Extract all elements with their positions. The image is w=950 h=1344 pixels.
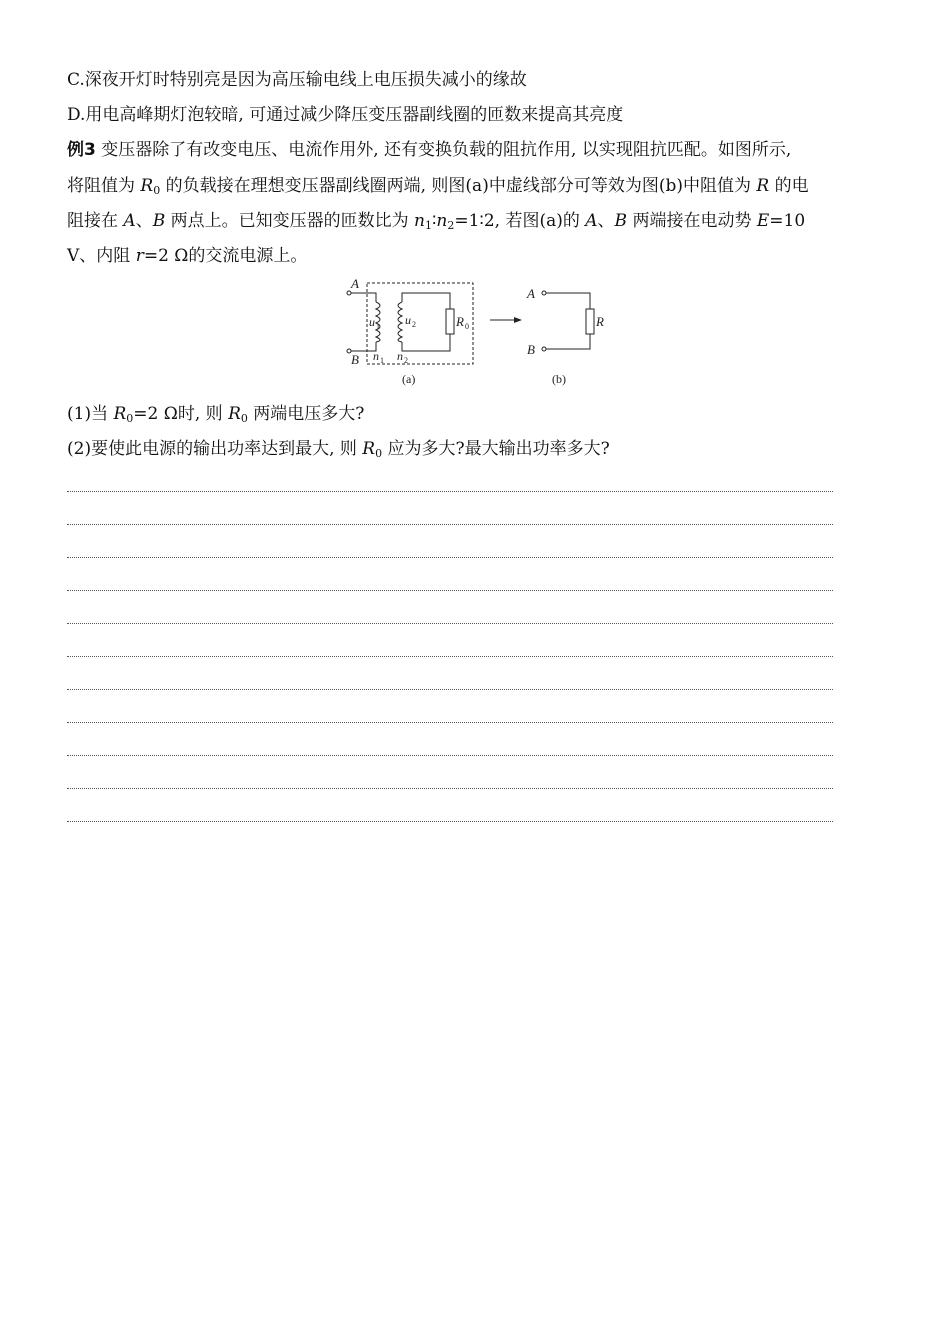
label-b: B — [351, 352, 359, 367]
secondary-lead-top — [402, 293, 450, 309]
subscript: 0 — [153, 184, 161, 197]
resistor-r — [586, 309, 594, 334]
resistor-r0 — [446, 309, 454, 334]
answer-line[interactable] — [67, 689, 833, 690]
text-segment: (1)当 — [67, 404, 114, 424]
label-r0-sub: 0 — [465, 322, 469, 331]
label-n-sub: 1 — [380, 356, 384, 365]
answer-line[interactable] — [67, 788, 833, 789]
circuit-b — [542, 291, 594, 351]
answer-line[interactable] — [67, 656, 833, 657]
lead-bottom — [546, 334, 590, 349]
example-line-2 — [67, 174, 809, 198]
subscript: 0 — [240, 412, 248, 425]
answer-line[interactable] — [67, 491, 833, 492]
subscript: 2 — [447, 219, 455, 232]
symbol-n2: n — [436, 211, 448, 231]
symbol-r-internal: r — [135, 246, 144, 266]
text-segment: =2 Ω时, 则 — [133, 404, 229, 424]
terminal-a — [542, 291, 546, 295]
symbol-r0: R — [362, 439, 376, 459]
text-segment: 应为多大?最大输出功率多大? — [382, 439, 610, 459]
example-line-4 — [67, 244, 307, 268]
subscript: 0 — [126, 412, 134, 425]
option-c: C.深夜开灯时特别亮是因为高压输电线上电压损失减小的缘故 — [67, 70, 527, 90]
label-b: B — [527, 342, 535, 357]
text-segment: 两点上。已知变压器的匝数比为 — [165, 211, 414, 231]
terminal-b — [542, 347, 546, 351]
label-r0: R — [456, 314, 464, 329]
text-segment: =2 Ω的交流电源上。 — [143, 246, 308, 266]
caption-b: (b) — [552, 372, 566, 386]
arrow-icon — [490, 317, 522, 323]
symbol-b: B — [152, 211, 166, 231]
terminal-a — [347, 291, 351, 295]
label-n: n — [397, 349, 403, 363]
symbol-n1: n — [414, 211, 425, 231]
caption-a: (a) — [402, 372, 416, 386]
circuit-figure — [340, 276, 620, 394]
answer-line[interactable] — [67, 623, 833, 624]
example-line-3 — [67, 209, 805, 233]
example-label: 例3 — [67, 140, 96, 160]
symbol-b: B — [614, 211, 628, 231]
label-a: A — [527, 286, 535, 301]
label-r: R — [596, 314, 604, 329]
text-segment: =10 — [769, 211, 806, 231]
text-segment: =1∶2, 若图(a)的 — [454, 211, 586, 231]
secondary-lead-bottom — [402, 334, 450, 351]
text-segment: 阻接在 — [67, 211, 124, 231]
text-segment: 的电 — [769, 176, 809, 196]
subscript: 0 — [375, 447, 383, 460]
symbol-a: A — [123, 211, 136, 231]
answer-line[interactable] — [67, 755, 833, 756]
text-segment: 、 — [597, 211, 615, 231]
answer-area[interactable] — [67, 491, 833, 854]
question-1 — [67, 402, 364, 426]
text-segment: 将阻值为 — [67, 176, 141, 196]
answer-line[interactable] — [67, 722, 833, 723]
text-segment: 两端电压多大? — [247, 404, 365, 424]
text-segment: 两端接在电动势 — [627, 211, 757, 231]
answer-line[interactable] — [67, 821, 833, 822]
example-text-1: 变压器除了有改变电压、电流作用外, 还有变换负载的阻抗作用, 以实现阻抗匹配。如图所示, — [101, 140, 792, 160]
symbol-r0: R — [113, 404, 127, 424]
option-d: D.用电高峰期灯泡较暗, 可通过减少降压变压器副线圈的匝数来提高其亮度 — [67, 105, 624, 125]
symbol-r0: R — [228, 404, 241, 424]
text-segment: V、内阻 — [67, 246, 136, 266]
label-u-sub: 2 — [412, 320, 416, 329]
secondary-coil — [398, 302, 402, 342]
label-u: u — [405, 313, 411, 327]
symbol-r0: R — [140, 176, 154, 196]
symbol-a: A — [585, 211, 598, 231]
label-a: A — [351, 276, 359, 291]
label-n: n — [373, 349, 379, 363]
answer-line[interactable] — [67, 557, 833, 558]
subscript: 1 — [424, 219, 432, 232]
question-2 — [67, 437, 610, 461]
text-segment: 的负载接在理想变压器副线圈两端, 则图(a)中虚线部分可等效为图(b)中阻值为 — [160, 176, 757, 196]
answer-line[interactable] — [67, 524, 833, 525]
symbol-e: E — [756, 211, 770, 231]
text-segment: (2)要使此电源的输出功率达到最大, 则 — [67, 439, 363, 459]
symbol-r: R — [756, 176, 770, 196]
text-segment: 、 — [135, 211, 153, 231]
primary-lead-top — [351, 293, 376, 302]
label-n-sub: 2 — [404, 356, 408, 365]
label-u: u — [369, 315, 375, 329]
label-u-sub: 1 — [376, 322, 380, 331]
answer-line[interactable] — [67, 590, 833, 591]
example-line-1 — [67, 138, 791, 162]
lead-top — [546, 293, 590, 309]
circuit-diagram — [340, 276, 620, 394]
text-segment: ∶ — [431, 211, 437, 231]
